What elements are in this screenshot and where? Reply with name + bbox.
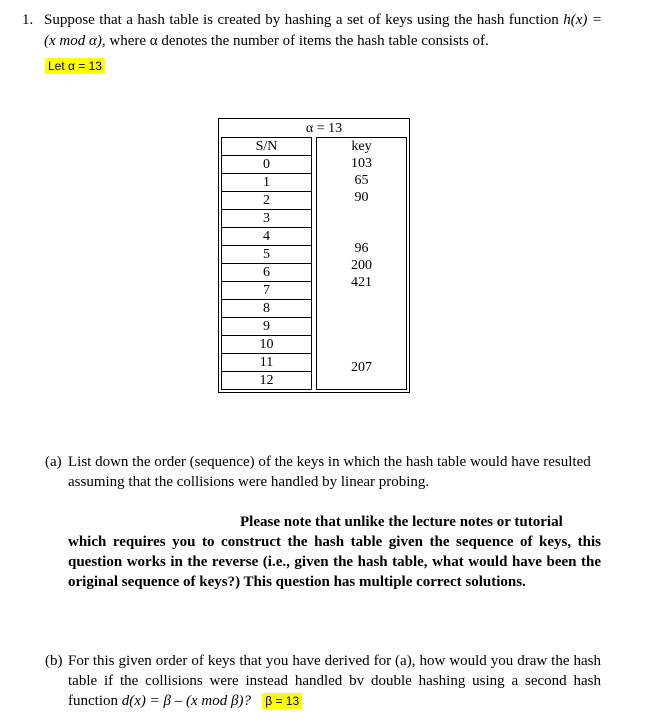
sn-cell: 9 bbox=[222, 318, 311, 336]
let-alpha bbox=[45, 57, 105, 75]
key-cell bbox=[317, 308, 406, 325]
part-a-text: List down the order (sequence) of the keys in which the hash table would have resulted assuming that the collisions were handled by linear probing. bbox=[68, 454, 591, 490]
key-cell bbox=[317, 223, 406, 240]
sn-cell: 8 bbox=[222, 300, 311, 318]
let-alpha-highlight: Let α = 13 bbox=[45, 58, 105, 74]
key-cell: 207 bbox=[351, 360, 372, 375]
second-hash-function: d(x) = β – (x mod β)? bbox=[121, 693, 251, 709]
key-cell bbox=[317, 342, 406, 359]
sn-header: S/N bbox=[222, 138, 311, 156]
key-cell: 65 bbox=[354, 173, 369, 188]
sn-cell: 2 bbox=[222, 192, 311, 210]
key-column bbox=[316, 137, 407, 390]
key-header: key bbox=[351, 139, 372, 154]
sn-cell: 0 bbox=[222, 156, 311, 174]
note bbox=[68, 512, 601, 592]
key-cell bbox=[317, 325, 406, 342]
sn-cell: 4 bbox=[222, 228, 311, 246]
note-rest: which requires you to construct the hash table given the sequence of keys, this question works in the reverse (i.e., given the hash table, what would have been the original sequence of keys?) This question has multiple correct solutions. bbox=[68, 534, 601, 590]
beta-highlight: β = 13 bbox=[262, 693, 302, 709]
key-cell bbox=[317, 291, 406, 308]
sn-cell: 11 bbox=[222, 354, 311, 372]
sn-cell: 7 bbox=[222, 282, 311, 300]
hash-table-grid bbox=[221, 137, 407, 390]
sn-cell: 12 bbox=[259, 373, 274, 388]
sn-cell: 3 bbox=[222, 210, 311, 228]
part-a-label: (a) bbox=[45, 454, 62, 470]
key-cell bbox=[317, 206, 406, 223]
key-cell: 96 bbox=[354, 241, 369, 256]
sn-cell: 1 bbox=[222, 174, 311, 192]
question-number: 1. bbox=[22, 12, 34, 28]
question-text: Suppose that a hash table is created by hashing a set of keys using the hash function h(x) = (x mod α), where α denotes the number of items the hash table consists of. bbox=[44, 12, 602, 49]
sn-column bbox=[221, 137, 312, 390]
question-1 bbox=[22, 10, 602, 52]
note-first-line: Please note that unlike the lecture notes or tutorial bbox=[240, 514, 563, 530]
alpha-label: α = 13 bbox=[305, 121, 343, 136]
key-cell: 103 bbox=[351, 156, 372, 171]
key-cell: 90 bbox=[354, 190, 369, 205]
sn-cell: 10 bbox=[222, 336, 311, 354]
part-b-label: (b) bbox=[45, 653, 63, 669]
sn-cell: 5 bbox=[222, 246, 311, 264]
key-cell: 200 bbox=[351, 258, 372, 273]
hash-table-frame bbox=[218, 118, 410, 393]
sn-cell: 6 bbox=[222, 264, 311, 282]
hash-function: h(x) = (x mod α) bbox=[44, 12, 602, 49]
part-a bbox=[45, 452, 601, 492]
key-cell: 421 bbox=[351, 275, 372, 290]
part-b-text: For this given order of keys that you have derived for (a), how would you draw the hash table if the collisions were instead handled bv double hashing using a second hash function d(x) = β – (x mod β)? β = 13 bbox=[68, 653, 601, 709]
hash-table bbox=[218, 118, 410, 393]
part-b bbox=[45, 651, 601, 711]
